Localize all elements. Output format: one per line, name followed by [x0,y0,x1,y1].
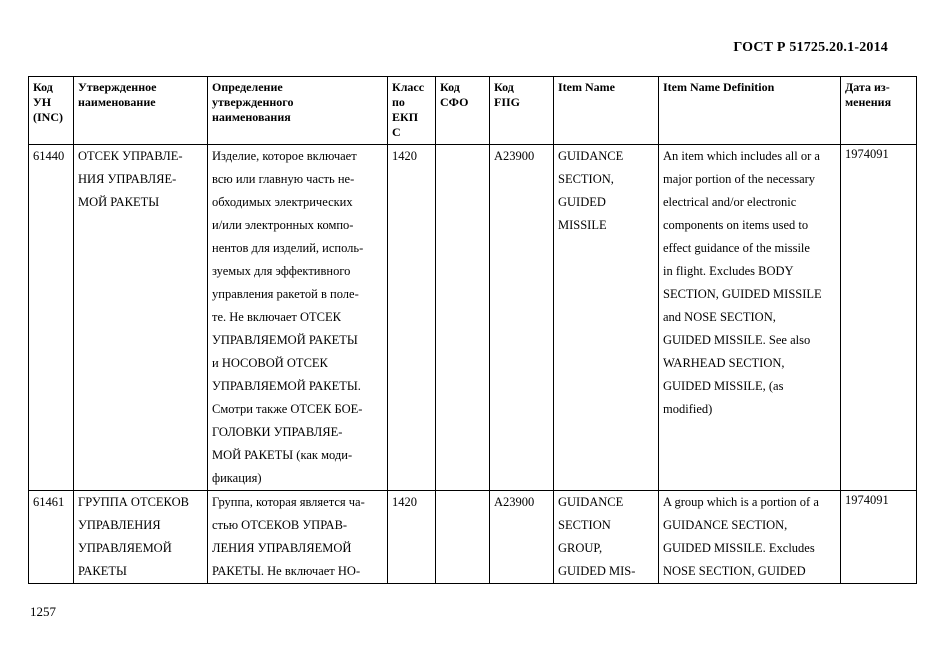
cell-line: A group which is a portion of a [663,495,819,509]
col-header-class [388,77,436,145]
col-header-line: по [392,95,405,109]
col-header-line: Код [440,80,460,94]
cell-inc: 61440 [29,145,74,491]
cell-inc: 61461 [29,491,74,584]
cell-line: Смотри также ОТСЕК БОЕ- [212,402,363,416]
cell-line: стью ОТСЕКОВ УПРАВ- [212,518,348,532]
col-header-definition [208,77,388,145]
cell-line: нентов для изделий, исполь- [212,241,364,255]
col-header-line: Утвержденное [78,80,157,94]
cell-line: modified) [663,402,713,416]
cell-change-date: 1974091 [841,145,917,491]
cell-line: NOSE SECTION, GUIDED [663,564,806,578]
cell-line: УПРАВЛЕНИЯ [78,518,161,532]
table-row [29,491,917,584]
cell-line: GROUP, [558,541,603,555]
cell-item-name-definition [659,491,841,584]
col-header-line: менения [845,95,892,109]
col-header-line: ЕКП [392,110,419,124]
cell-fiig: A23900 [490,145,554,491]
cell-line: GUIDED [558,195,606,209]
cell-line: управления ракетой в поле- [212,287,359,301]
cell-line: РАКЕТЫ. Не включает НО- [212,564,361,578]
cell-line: фикация) [212,471,262,485]
cell-line: major portion of the necessary [663,172,816,186]
cell-line: МОЙ РАКЕТЫ [78,195,160,209]
cell-line: GUIDANCE [558,149,624,163]
col-header-line: Item Name Definition [663,80,775,94]
cell-definition [208,145,388,491]
cell-line: WARHEAD SECTION, [663,356,785,370]
cell-line: GUIDED MISSILE, (as [663,379,784,393]
col-header-line: Код [33,80,53,94]
cell-line: in flight. Excludes BODY [663,264,794,278]
cell-item-name [554,145,659,491]
col-header-line: С [392,125,401,139]
cell-line: всю или главную часть не- [212,172,355,186]
cell-line: SECTION [558,518,611,532]
cell-line: ГРУППА ОТСЕКОВ [78,495,189,509]
cell-line: НИЯ УПРАВЛЯЕ- [78,172,177,186]
col-header-line: СФО [440,95,469,109]
cell-line: УПРАВЛЯЕМОЙ РАКЕТЫ [212,333,358,347]
col-header-line: наименования [212,110,291,124]
cell-fiig: A23900 [490,491,554,584]
cell-line: electrical and/or electronic [663,195,797,209]
cell-line: УПРАВЛЯЕМОЙ [78,541,172,555]
page-number: 1257 [30,604,56,619]
col-header-item-name [554,77,659,145]
cell-line: GUIDED MISSILE. See also [663,333,811,347]
cell-line: GUIDED MISSILE. Excludes [663,541,815,555]
cell-definition [208,491,388,584]
cell-line: МОЙ РАКЕТЫ (как моди- [212,448,353,462]
cell-class: 1420 [388,145,436,491]
cell-sfo [436,145,490,491]
col-header-line: утвержденного [212,95,294,109]
cell-sfo [436,491,490,584]
cell-line: обходимых электрических [212,195,353,209]
table-row [29,145,917,491]
cell-line: УПРАВЛЯЕМОЙ РАКЕТЫ. [212,379,361,393]
col-header-line: УН [33,95,52,109]
cell-approved-name [74,491,208,584]
cell-line: ГОЛОВКИ УПРАВЛЯЕ- [212,425,343,439]
cell-line: and NOSE SECTION, [663,310,776,324]
cell-change-date: 1974091 [841,491,917,584]
col-header-line: Item Name [558,80,615,94]
col-header-line: Дата из- [845,80,890,94]
standard-header: ГОСТ Р 51725.20.1-2014 [733,40,888,55]
cell-line: те. Не включает ОТСЕК [212,310,341,324]
cell-line: components on items used to [663,218,809,232]
cell-line: и НОСОВОЙ ОТСЕК [212,356,328,370]
cell-approved-name [74,145,208,491]
cell-line: Изделие, которое включает [212,149,357,163]
col-header-item-name-definition [659,77,841,145]
cell-line: ОТСЕК УПРАВЛЕ- [78,149,183,163]
col-header-line: Код [494,80,514,94]
cell-line: An item which includes all or a [663,149,820,163]
header-row [29,77,917,145]
col-header-change-date [841,77,917,145]
registry-table [28,76,917,584]
cell-class: 1420 [388,491,436,584]
cell-line: SECTION, GUIDED MISSILE [663,287,822,301]
cell-line: ЛЕНИЯ УПРАВЛЯЕМОЙ [212,541,352,555]
cell-item-name-definition [659,145,841,491]
cell-line: GUIDANCE SECTION, [663,518,788,532]
col-header-line: Определение [212,80,283,94]
cell-line: РАКЕТЫ [78,564,127,578]
cell-line: effect guidance of the missile [663,241,810,255]
col-header-approved-name [74,77,208,145]
col-header-fiig [490,77,554,145]
cell-line: MISSILE [558,218,607,232]
col-header-inc [29,77,74,145]
cell-item-name [554,491,659,584]
col-header-line: (INC) [33,110,63,124]
cell-line: GUIDED MIS- [558,564,636,578]
cell-line: зуемых для эффективного [212,264,351,278]
cell-line: SECTION, [558,172,614,186]
col-header-sfo [436,77,490,145]
cell-line: Группа, которая является ча- [212,495,365,509]
cell-line: и/или электронных компо- [212,218,354,232]
col-header-line: FIIG [494,95,521,109]
col-header-line: Класс [392,80,425,94]
cell-line: GUIDANCE [558,495,624,509]
col-header-line: наименование [78,95,156,109]
